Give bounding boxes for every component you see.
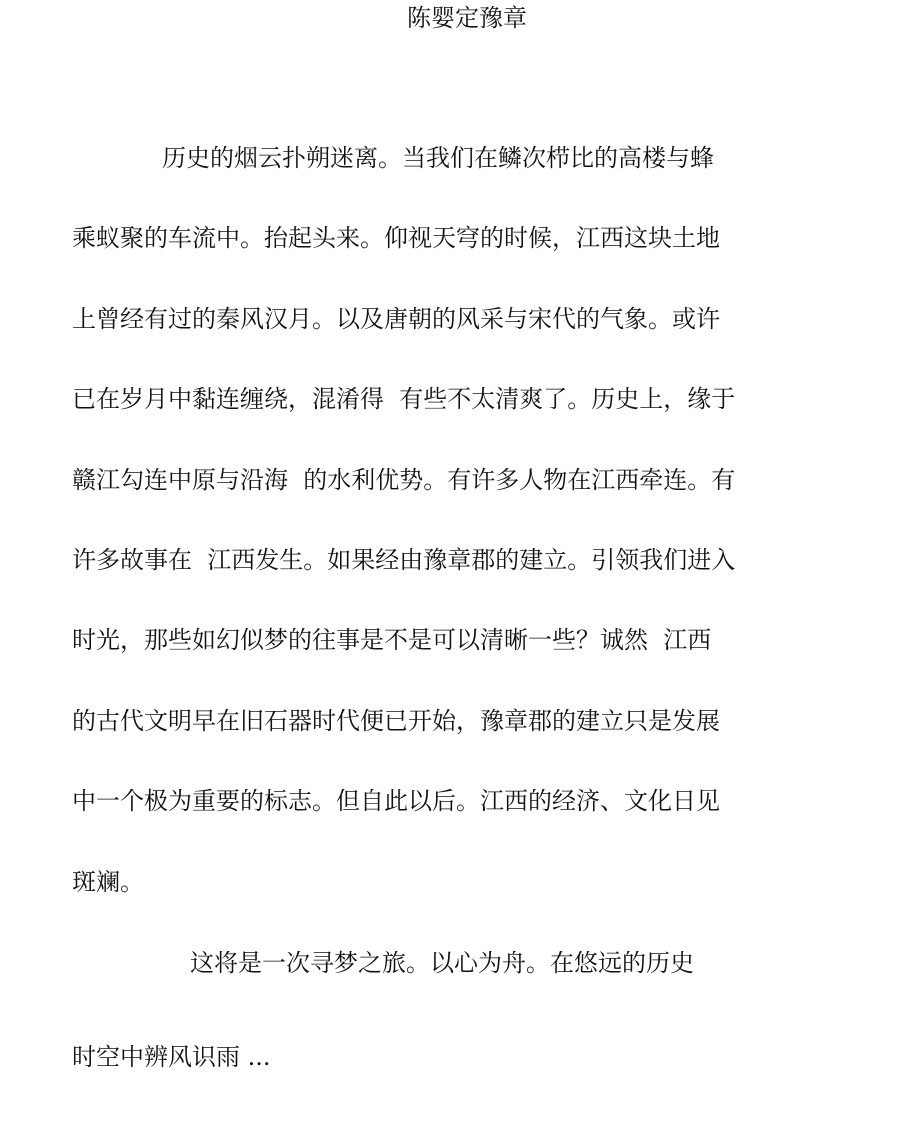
text-line: 赣江勾连中原与沿海 的水利优势。有许多人物在江西牵连。有 [72,466,736,494]
text-line: 的古代文明早在旧石器时代便已开始，豫章郡的建立只是发展 [72,707,720,735]
text-line: 上曾经有过的秦风汉月。以及唐朝的风采与宋代的气象。或许 [72,305,720,333]
text-line: 这将是一次寻梦之旅。以心为舟。在悠远的历史 [190,949,694,977]
text-line: 中一个极为重要的标志。但自此以后。江西的经济、文化日见 [72,787,720,815]
text-line: 斑斓。 [72,868,144,896]
text-line: 时空中辨风识雨 ... [72,1043,271,1071]
text-line: 时光，那些如幻似梦的往事是不是可以清晰一些？诚然 江西 [72,626,712,654]
text-line: 乘蚁聚的车流中。抬起头来。仰视天穹的时候，江西这块土地 [72,224,720,252]
text-line: 历史的烟云扑朔迷离。当我们在鳞次栉比的高楼与蜂 [162,144,714,172]
text-line: 已在岁月中黏连缠绕，混淆得 有些不太清爽了。历史上，缘于 [72,385,736,413]
document-title: 陈婴定豫章 [407,4,527,32]
text-line: 许多故事在 江西发生。如果经由豫章郡的建立。引领我们进入 [72,546,736,574]
